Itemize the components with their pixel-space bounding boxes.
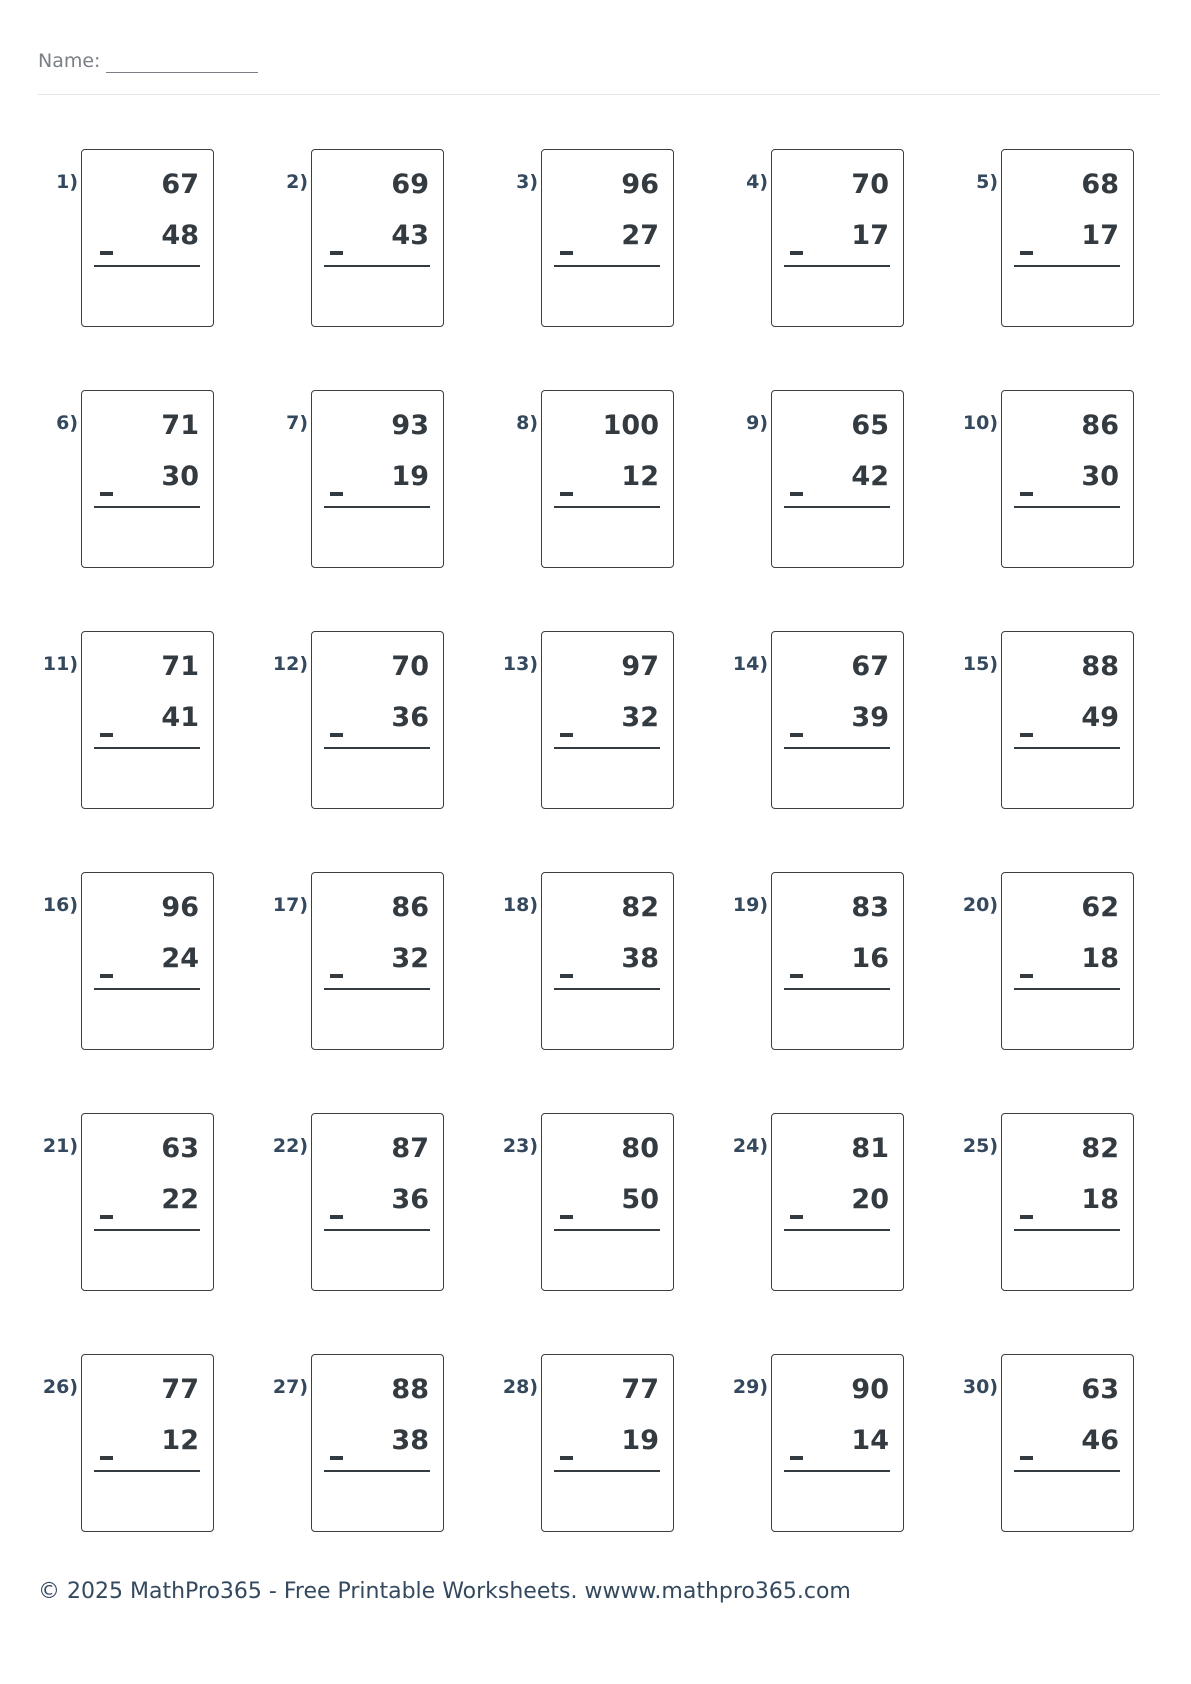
minuend: 86: [391, 892, 429, 923]
problem-number: 26): [42, 1376, 78, 1398]
subtrahend: 41: [161, 702, 199, 733]
answer-line: [554, 1229, 660, 1231]
problem-item: [956, 390, 1136, 572]
answer-line: [94, 747, 200, 749]
problem-number: 19): [732, 894, 768, 916]
problem-item: [266, 1354, 446, 1536]
problem-box: [311, 1354, 444, 1532]
minuend: 82: [1081, 1133, 1119, 1164]
answer-line: [784, 1470, 890, 1472]
problem-item: [36, 1354, 216, 1536]
answer-line: [1014, 506, 1120, 508]
subtrahend: 46: [1081, 1425, 1119, 1456]
minuend: 69: [391, 169, 429, 200]
minus-sign-icon: [560, 1215, 573, 1219]
problem-number: 15): [962, 653, 998, 675]
problem-box: [311, 872, 444, 1050]
minus-sign-icon: [560, 1456, 573, 1460]
subtrahend: 30: [161, 461, 199, 492]
problem-box: [311, 149, 444, 327]
problem-item: [956, 631, 1136, 813]
problem-number: 11): [42, 653, 78, 675]
minuend: 96: [621, 169, 659, 200]
minus-sign-icon: [790, 974, 803, 978]
answer-line: [1014, 988, 1120, 990]
minus-sign-icon: [790, 733, 803, 737]
subtrahend: 36: [391, 702, 429, 733]
answer-line: [94, 265, 200, 267]
problem-number: 27): [272, 1376, 308, 1398]
subtrahend: 36: [391, 1184, 429, 1215]
problem-number: 21): [42, 1135, 78, 1157]
problem-number: 3): [516, 171, 538, 193]
subtrahend: 12: [621, 461, 659, 492]
subtrahend: 43: [391, 220, 429, 251]
subtrahend: 16: [851, 943, 889, 974]
subtrahend: 50: [621, 1184, 659, 1215]
problem-box: [541, 149, 674, 327]
minuend: 86: [1081, 410, 1119, 441]
subtrahend: 30: [1081, 461, 1119, 492]
minus-sign-icon: [790, 251, 803, 255]
problem-box: [81, 872, 214, 1050]
problem-box: [81, 1354, 214, 1532]
minuend: 67: [161, 169, 199, 200]
subtrahend: 38: [391, 1425, 429, 1456]
subtrahend: 48: [161, 220, 199, 251]
minus-sign-icon: [100, 251, 113, 255]
problem-item: [496, 149, 676, 331]
answer-line: [94, 506, 200, 508]
answer-line: [554, 265, 660, 267]
problem-number: 1): [56, 171, 78, 193]
subtrahend: 32: [621, 702, 659, 733]
minuend: 68: [1081, 169, 1119, 200]
problem-number: 9): [746, 412, 768, 434]
problem-box: [541, 872, 674, 1050]
answer-line: [784, 988, 890, 990]
minuend: 80: [621, 1133, 659, 1164]
minus-sign-icon: [560, 251, 573, 255]
answer-line: [94, 988, 200, 990]
problem-box: [541, 1113, 674, 1291]
minus-sign-icon: [1020, 492, 1033, 496]
problem-number: 20): [962, 894, 998, 916]
answer-line: [784, 747, 890, 749]
answer-line: [324, 988, 430, 990]
problem-item: [726, 149, 906, 331]
subtrahend: 17: [851, 220, 889, 251]
subtrahend: 19: [621, 1425, 659, 1456]
answer-line: [784, 265, 890, 267]
minus-sign-icon: [1020, 1215, 1033, 1219]
problem-number: 13): [502, 653, 538, 675]
answer-line: [324, 506, 430, 508]
answer-line: [784, 506, 890, 508]
answer-line: [1014, 747, 1120, 749]
subtrahend: 22: [161, 1184, 199, 1215]
problem-number: 28): [502, 1376, 538, 1398]
minus-sign-icon: [100, 1456, 113, 1460]
subtrahend: 32: [391, 943, 429, 974]
answer-line: [94, 1229, 200, 1231]
subtrahend: 38: [621, 943, 659, 974]
problem-number: 4): [746, 171, 768, 193]
subtrahend: 24: [161, 943, 199, 974]
minus-sign-icon: [560, 492, 573, 496]
minus-sign-icon: [330, 1215, 343, 1219]
minuend: 71: [161, 651, 199, 682]
minus-sign-icon: [330, 1456, 343, 1460]
problem-number: 25): [962, 1135, 998, 1157]
problem-item: [266, 631, 446, 813]
problem-item: [266, 1113, 446, 1295]
subtrahend: 18: [1081, 1184, 1119, 1215]
minuend: 71: [161, 410, 199, 441]
minus-sign-icon: [330, 251, 343, 255]
problem-item: [496, 390, 676, 572]
answer-line: [784, 1229, 890, 1231]
problem-number: 5): [976, 171, 998, 193]
answer-line: [1014, 1229, 1120, 1231]
subtrahend: 20: [851, 1184, 889, 1215]
minus-sign-icon: [790, 1456, 803, 1460]
minuend: 83: [851, 892, 889, 923]
problem-box: [771, 390, 904, 568]
problem-box: [311, 1113, 444, 1291]
minuend: 63: [161, 1133, 199, 1164]
minuend: 97: [621, 651, 659, 682]
problem-item: [726, 1354, 906, 1536]
minuend: 70: [851, 169, 889, 200]
minuend: 88: [391, 1374, 429, 1405]
problem-box: [81, 631, 214, 809]
problem-item: [956, 872, 1136, 1054]
minus-sign-icon: [560, 733, 573, 737]
answer-line: [324, 265, 430, 267]
problem-number: 24): [732, 1135, 768, 1157]
minuend: 88: [1081, 651, 1119, 682]
answer-line: [324, 747, 430, 749]
subtrahend: 17: [1081, 220, 1119, 251]
problem-box: [311, 390, 444, 568]
minuend: 81: [851, 1133, 889, 1164]
minuend: 77: [621, 1374, 659, 1405]
minus-sign-icon: [100, 1215, 113, 1219]
subtrahend: 18: [1081, 943, 1119, 974]
problem-box: [81, 390, 214, 568]
subtrahend: 42: [851, 461, 889, 492]
minus-sign-icon: [1020, 733, 1033, 737]
minus-sign-icon: [1020, 974, 1033, 978]
minuend: 87: [391, 1133, 429, 1164]
answer-line: [554, 506, 660, 508]
answer-line: [324, 1229, 430, 1231]
problem-number: 2): [286, 171, 308, 193]
problem-box: [1001, 149, 1134, 327]
minus-sign-icon: [330, 733, 343, 737]
subtrahend: 14: [851, 1425, 889, 1456]
subtrahend: 49: [1081, 702, 1119, 733]
problem-number: 30): [962, 1376, 998, 1398]
minuend: 77: [161, 1374, 199, 1405]
problem-item: [266, 149, 446, 331]
problem-box: [1001, 1113, 1134, 1291]
minus-sign-icon: [790, 1215, 803, 1219]
minuend: 62: [1081, 892, 1119, 923]
problem-box: [771, 631, 904, 809]
answer-line: [94, 1470, 200, 1472]
minus-sign-icon: [560, 974, 573, 978]
name-label: Name:: [38, 50, 101, 72]
problem-number: 29): [732, 1376, 768, 1398]
subtrahend: 39: [851, 702, 889, 733]
problem-number: 16): [42, 894, 78, 916]
problem-item: [956, 1354, 1136, 1536]
minuend: 100: [602, 410, 659, 441]
minuend: 70: [391, 651, 429, 682]
problem-item: [496, 1354, 676, 1536]
minus-sign-icon: [100, 733, 113, 737]
problem-item: [36, 631, 216, 813]
problem-item: [726, 1113, 906, 1295]
minus-sign-icon: [100, 492, 113, 496]
problem-box: [81, 1113, 214, 1291]
minus-sign-icon: [1020, 1456, 1033, 1460]
answer-line: [1014, 265, 1120, 267]
problem-number: 12): [272, 653, 308, 675]
minus-sign-icon: [100, 974, 113, 978]
problem-item: [956, 1113, 1136, 1295]
subtrahend: 19: [391, 461, 429, 492]
problem-item: [496, 872, 676, 1054]
problem-box: [1001, 1354, 1134, 1532]
minus-sign-icon: [330, 974, 343, 978]
problem-box: [1001, 872, 1134, 1050]
problem-item: [726, 631, 906, 813]
subtrahend: 27: [621, 220, 659, 251]
problem-box: [81, 149, 214, 327]
answer-line: [324, 1470, 430, 1472]
answer-line: [1014, 1470, 1120, 1472]
answer-line: [554, 747, 660, 749]
problem-item: [36, 149, 216, 331]
problem-item: [496, 1113, 676, 1295]
minuend: 96: [161, 892, 199, 923]
minus-sign-icon: [790, 492, 803, 496]
problem-number: 10): [962, 412, 998, 434]
problem-number: 18): [502, 894, 538, 916]
problem-box: [771, 1354, 904, 1532]
minus-sign-icon: [330, 492, 343, 496]
problem-item: [36, 872, 216, 1054]
problem-box: [541, 1354, 674, 1532]
minus-sign-icon: [1020, 251, 1033, 255]
problem-number: 7): [286, 412, 308, 434]
problem-item: [496, 631, 676, 813]
problem-box: [771, 872, 904, 1050]
problem-box: [1001, 390, 1134, 568]
minuend: 90: [851, 1374, 889, 1405]
problem-item: [36, 390, 216, 572]
minuend: 93: [391, 410, 429, 441]
problem-number: 6): [56, 412, 78, 434]
problem-box: [541, 631, 674, 809]
problem-item: [36, 1113, 216, 1295]
problem-number: 22): [272, 1135, 308, 1157]
minuend: 65: [851, 410, 889, 441]
problem-item: [266, 390, 446, 572]
problem-item: [956, 149, 1136, 331]
minuend: 82: [621, 892, 659, 923]
problem-box: [311, 631, 444, 809]
problem-box: [541, 390, 674, 568]
problem-number: 14): [732, 653, 768, 675]
problem-number: 17): [272, 894, 308, 916]
minuend: 67: [851, 651, 889, 682]
problem-box: [1001, 631, 1134, 809]
subtrahend: 12: [161, 1425, 199, 1456]
footer-copyright: © 2025 MathPro365 - Free Printable Worksheets. wwww.mathpro365.com: [38, 1579, 851, 1604]
problem-number: 8): [516, 412, 538, 434]
problem-box: [771, 1113, 904, 1291]
problem-item: [726, 390, 906, 572]
minuend: 63: [1081, 1374, 1119, 1405]
problem-number: 23): [502, 1135, 538, 1157]
problem-item: [266, 872, 446, 1054]
problem-item: [726, 872, 906, 1054]
answer-line: [554, 1470, 660, 1472]
answer-line: [554, 988, 660, 990]
problem-box: [771, 149, 904, 327]
